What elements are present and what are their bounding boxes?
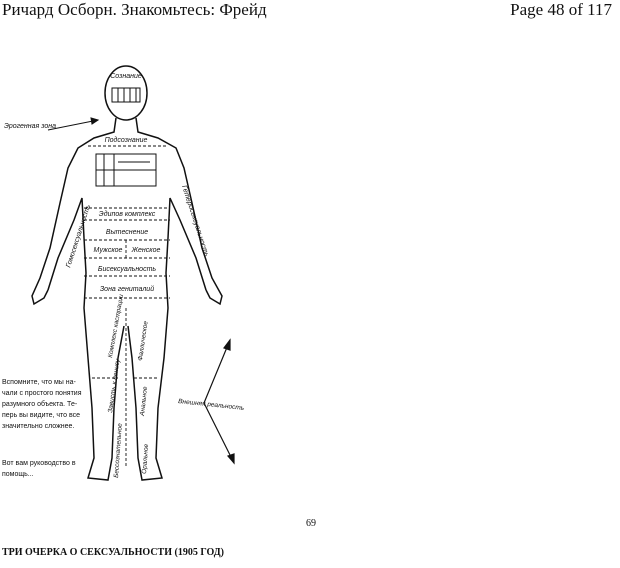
note-line: Вспомните, что мы на- [2,379,76,386]
label-phallic: Фаллическое [137,320,150,362]
label-homosexuality: Гомосексуальность [65,203,93,269]
guide-line: помощь... [2,471,34,478]
body-diagram [0,58,250,493]
label-unconscious: Бессознательное [113,423,124,479]
label-oedipus-complex: Эдипов комплекс [98,211,156,218]
page-indicator: Page 48 of 117 [510,0,612,19]
chest-diagram [96,154,156,186]
label-genital-zone: Зона гениталий [99,286,155,293]
label-female: Женское [131,247,161,254]
page-number: 69 [306,518,316,529]
label-penis-envy: Зависть к пенису [107,358,122,414]
label-male: Мужское [93,247,123,254]
note-line: перь вы видите, что все [2,412,81,419]
label-anal: Анальное [139,386,150,417]
note-line: значительно сложнее. [2,423,75,430]
guide-line: Вот вам руководство в [2,460,76,467]
label-consciousness: Сознание [110,73,142,80]
label-erogenous-zone: Эрогенная зона [4,123,57,130]
label-external-reality: Внешняя реальность [177,398,245,412]
chapter-title: ТРИ ОЧЕРКА О СЕКСУАЛЬНОСТИ (1905 ГОД) [2,547,224,558]
label-oral: Оральное [141,443,151,475]
book-title: Ричард Осборн. Знакомьтесь: Фрейд [2,0,267,19]
note-line: чали с простого понятия [2,390,82,397]
label-subconscious: Подсознание [104,137,148,144]
label-heterosexuality: Гетеросексуальность [180,184,210,258]
head-grid [112,88,140,102]
label-bisexuality: Бисексуальность [97,266,157,273]
note-line: разумного объекта. Те- [2,401,78,408]
label-repression: Вытеснение [105,229,149,236]
label-castration-complex: Комплекс кастрации [107,293,126,359]
